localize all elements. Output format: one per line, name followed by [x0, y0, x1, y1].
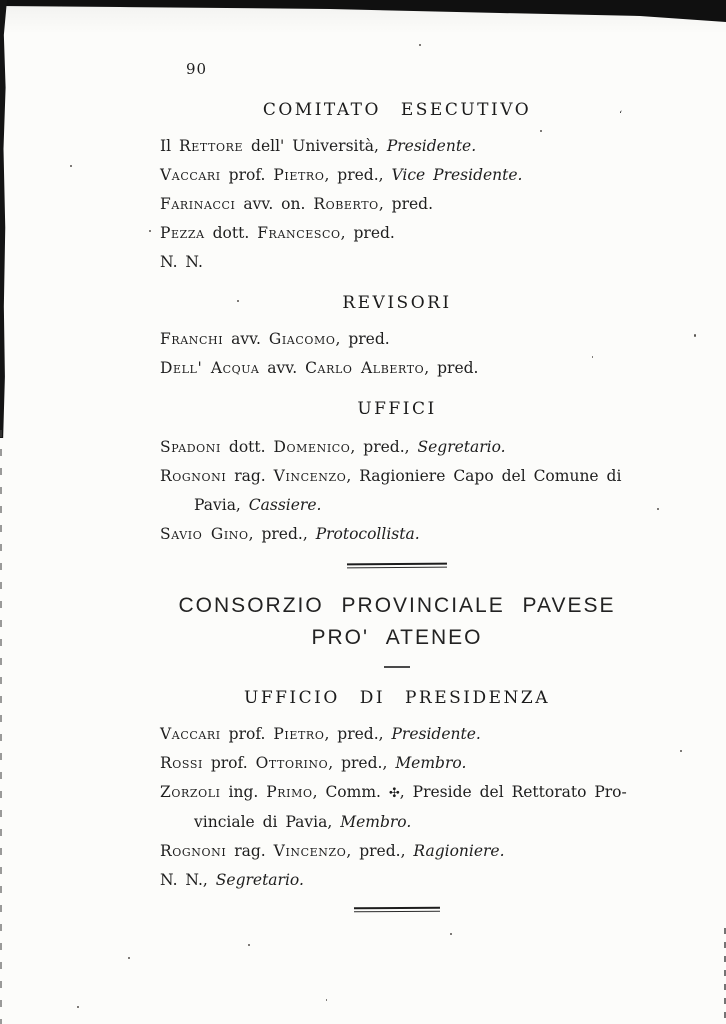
entry-line [160, 837, 634, 866]
directory-entry [160, 161, 634, 190]
person-name: Vincenzo [273, 842, 347, 860]
entry-text: avv. [223, 330, 269, 348]
role-title: Segretario. [417, 438, 506, 456]
person-name: Domenico [273, 438, 351, 456]
person-name: Rettore [179, 137, 244, 155]
entry-line [160, 161, 634, 190]
entry-text: dell' Università, [243, 137, 387, 155]
entry-text: , pred., [324, 725, 392, 743]
speck [70, 165, 72, 167]
directory-entry [160, 520, 634, 549]
entry-text: , pred. [335, 330, 390, 348]
decoration-cross-icon: ✣ [388, 786, 400, 801]
directory-entry [160, 866, 634, 895]
section-divider [354, 907, 440, 913]
speck [450, 933, 452, 935]
directory-entry [160, 248, 634, 277]
entry-text: Pavia, [194, 496, 249, 514]
section-divider [347, 563, 447, 569]
entry-text: prof. [220, 725, 274, 743]
entry-text: , pred. [378, 195, 434, 213]
entry-line [160, 248, 634, 277]
section-heading-uffici: UFFICI [357, 399, 437, 419]
entry-text: , pred. [424, 359, 479, 377]
entry-text: N. N., [160, 871, 216, 889]
role-title: Membro. [340, 813, 412, 831]
person-name: Rognoni [160, 467, 227, 485]
entry-line [160, 433, 634, 462]
section-heading-revisori: REVISORI [342, 293, 452, 313]
speck [419, 44, 421, 46]
speck [657, 508, 659, 510]
entry-text: avv. on. [235, 195, 314, 213]
role-title: Segretario. [215, 871, 304, 889]
person-name: Franchi [160, 330, 224, 348]
person-name: Vaccari [160, 166, 221, 184]
person-name: Vincenzo [273, 467, 347, 485]
role-title: Cassiere. [248, 496, 322, 514]
entry-line [160, 325, 634, 354]
revisori-list [160, 325, 634, 383]
entry-text: prof. [220, 166, 274, 184]
person-name: Savio Gino [160, 525, 249, 543]
entry-text: avv. [259, 359, 306, 377]
speck [248, 944, 250, 946]
section-heading-ufficio-di-presidenza: UFFICIO DI PRESIDENZA [244, 688, 550, 708]
title-rule [384, 666, 410, 668]
entry-text: , pred., [346, 842, 414, 860]
person-name: Rossi [160, 754, 203, 772]
speck [680, 750, 682, 752]
entry-text: , pred., [248, 525, 316, 543]
entry-text: , pred., [328, 754, 396, 772]
entry-line [160, 354, 634, 383]
entry-text: rag. [226, 842, 274, 860]
entry-text: , pred., [350, 438, 418, 456]
directory-entry [160, 837, 634, 866]
role-title: Vice Presidente. [391, 166, 523, 184]
directory-entry [160, 462, 634, 520]
entry-text: dott. [204, 224, 258, 242]
person-name: Primo [266, 783, 313, 801]
consorzio-title-line2: PRO' ATENEO [311, 626, 483, 649]
entry-text: , Ragioniere Capo del Comune di [346, 467, 622, 485]
person-name: Carlo Alberto [305, 359, 425, 377]
entry-text: , Preside del Rettorato Pro- [399, 783, 627, 801]
role-title: Ragioniere. [413, 842, 505, 860]
entry-line [160, 749, 634, 778]
person-name: Spadoni [160, 438, 221, 456]
directory-entry [160, 749, 634, 778]
directory-entry [160, 219, 634, 248]
speck [77, 1006, 79, 1008]
entry-text: prof. [202, 754, 256, 772]
consorzio-title-line1: CONSORZIO PROVINCIALE PAVESE [178, 594, 616, 617]
entry-text: N. N. [160, 253, 203, 271]
entry-text: , Comm. [312, 783, 389, 801]
entry-line [160, 132, 634, 161]
role-title: Presidente. [391, 725, 481, 743]
directory-entry [160, 720, 634, 749]
entry-line [160, 520, 634, 549]
directory-entry [160, 325, 634, 354]
person-name: Dell' Acqua [160, 359, 260, 377]
directory-entry [160, 190, 634, 219]
entry-text: ing. [220, 783, 267, 801]
directory-entry [160, 132, 634, 161]
scan-left-dashed-edge [0, 430, 2, 1024]
person-name: Zorzoli [160, 783, 221, 801]
person-name: Francesco [257, 224, 341, 242]
speck: ‘ [619, 110, 623, 121]
person-name: Pietro [273, 166, 325, 184]
speck [326, 999, 327, 1001]
consorzio-title [160, 590, 634, 654]
entry-line [160, 190, 634, 219]
person-name: Giacomo [268, 330, 336, 348]
directory-entry [160, 433, 634, 462]
entry-line [160, 462, 634, 491]
person-name: Roberto [313, 195, 379, 213]
person-name: Rognoni [160, 842, 227, 860]
role-title: Protocollista. [315, 525, 420, 543]
person-name: Pietro [273, 725, 325, 743]
entry-line [160, 866, 634, 895]
entry-line [160, 720, 634, 749]
role-title: Membro. [395, 754, 467, 772]
entry-line [160, 778, 634, 808]
speck [128, 957, 130, 959]
entry-line [160, 219, 634, 248]
scan-left-edge-artifact [0, 0, 7, 438]
directory-entry [160, 778, 634, 837]
person-name: Farinacci [160, 195, 236, 213]
person-name: Pezza [160, 224, 205, 242]
page-content [160, 100, 634, 912]
committee-list [160, 132, 634, 277]
page-number: 90 [186, 60, 208, 78]
role-title: Presidente. [386, 137, 477, 155]
scan-top-edge-artifact [0, 0, 726, 24]
uffici-list [160, 433, 634, 549]
speck [694, 334, 696, 337]
entry-text: , pred., [324, 166, 392, 184]
entry-line-continuation [160, 491, 634, 520]
directory-entry [160, 354, 634, 383]
section-heading-comitato-esecutivo: COMITATO ESECUTIVO [262, 100, 532, 120]
entry-line-continuation [160, 808, 634, 837]
entry-text: rag. [226, 467, 274, 485]
entry-text: dott. [220, 438, 274, 456]
entry-text: , pred. [340, 224, 395, 242]
speck [149, 230, 151, 232]
entry-text: vinciale di Pavia, [194, 813, 341, 831]
entry-text: Il [160, 137, 180, 155]
person-name: Vaccari [160, 725, 221, 743]
person-name: Ottorino [255, 754, 329, 772]
presidenza-list [160, 720, 634, 895]
